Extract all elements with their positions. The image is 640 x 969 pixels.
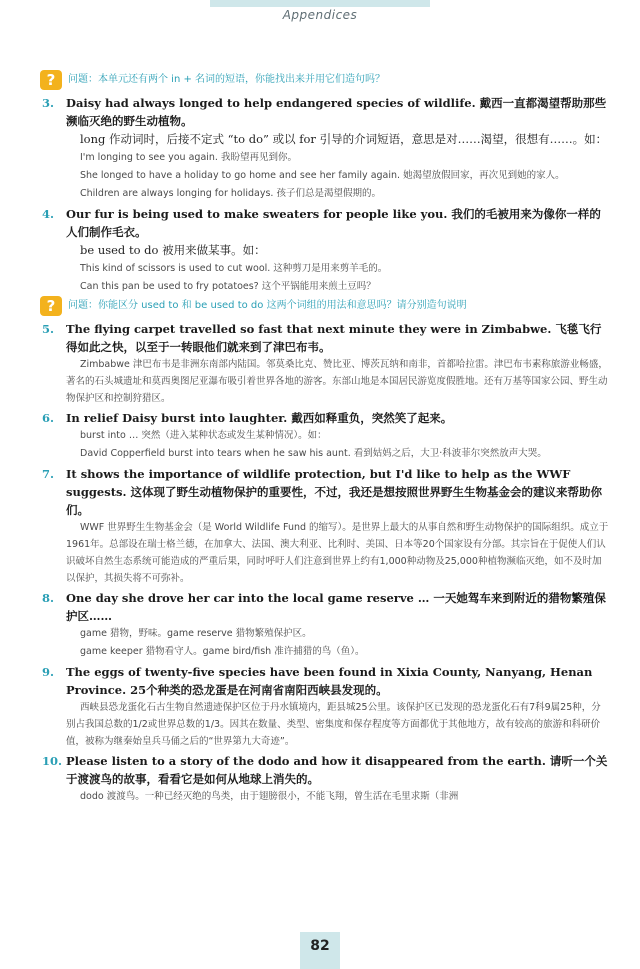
item-title: The flying carpet travelled so fast that next minute they were in Zimbabwe. 飞毯飞行得如此之快，以至于一转眼他们就来到了津巴布韦。 <box>66 322 602 354</box>
page-header: Appendices <box>282 8 358 22</box>
item-body: long 作动词时，后接不定式 “to do” 或以 for 引导的介词短语，意思是对……渴望，很想有……。如： <box>80 132 608 146</box>
item-title: It shows the importance of wildlife protection, but I'd like to help as the WWF suggests. 这体现了野生动植物保护的重要性，不过，我还是想按照世界野生生物基金会的建议来帮助你们。 <box>66 467 602 517</box>
page-number: 82 <box>310 938 330 954</box>
question-text: 问题：本单元还有两个 in + 名词的短语，你能找出来并用它们造句吗？ <box>68 74 386 85</box>
example-sentence: She longed to have a holiday to go home and see her family again. 她渴望放假回家，再次见到她的家人。 <box>80 170 565 181</box>
item-title: In relief Daisy burst into laughter. 戴西如释重负，突然笑了起来。 <box>66 411 453 425</box>
item-note: Zimbabwe 津巴布韦是非洲东南部内陆国。邻莫桑比克、赞比亚、博茨瓦纳和南非，首都哈拉雷。津巴布韦素称旅游业畅盛，著名的石头城遗址和莫西奥图尼亚瀑布吸引着世界各地的游客。东部山地是本国居民游览度假胜地。还有万基等国家公园、野生动物保护区和控制狩猎区。 <box>66 359 608 404</box>
example-sentence: burst into … 突然（进入某种状态或发生某种情况）。如： <box>80 430 327 441</box>
list-item-3 <box>40 94 610 203</box>
page-content <box>40 72 610 807</box>
item-number: 3. <box>42 96 55 110</box>
example-sentence: game 猎物，野味。game reserve 猎物繁殖保护区。 <box>80 628 312 639</box>
question-prompt-1 <box>40 72 610 88</box>
item-number: 8. <box>42 591 55 605</box>
example-sentence: This kind of scissors is used to cut wool. 这种剪刀是用来剪羊毛的。 <box>80 263 388 274</box>
item-number: 7. <box>42 467 55 481</box>
question-prompt-2 <box>40 298 610 314</box>
item-number: 6. <box>42 411 55 425</box>
item-title: Please listen to a story of the dodo and how it disappeared from the earth. 请听一个关于渡渡鸟的故事，看看它是如何从地球上消失的。 <box>66 754 608 786</box>
item-note: dodo 渡渡鸟。一种已经灭绝的鸟类，由于翅膀很小，不能飞翔，曾生活在毛里求斯（非洲 <box>80 791 459 802</box>
item-title: One day she drove her car into the local game reserve … 一天她驾车来到附近的猎物繁殖保护区…… <box>66 591 606 623</box>
item-number: 5. <box>42 322 55 336</box>
list-item-8 <box>40 589 610 661</box>
top-color-band <box>210 0 430 7</box>
item-number: 4. <box>42 207 55 221</box>
item-number: 10. <box>42 754 63 768</box>
item-note: 西峡县恐龙蛋化石古生物自然遗迹保护区位于丹水镇境内，距县城25公里。该保护区已发现的恐龙蛋化石有7科9属25种，分别占我国总数的1/2或世界总数的1/3。因其在数量、类型、密集度和保存程度等方面都优于其他地方，故有较高的旅游和科研价值，被称为继秦始皇兵马俑之后的“世界第九大奇迹”。 <box>66 702 601 747</box>
item-title: The eggs of twenty-five species have been found in Xixia County, Nanyang, Henan Province. 25个种类的恐龙蛋是在河南省南阳西峡县发现的。 <box>66 665 593 697</box>
list-item-5 <box>40 320 610 407</box>
list-item-6 <box>40 409 610 463</box>
example-sentence: I'm longing to see you again. 我盼望再见到你。 <box>80 152 297 163</box>
item-note: WWF 世界野生生物基金会（是 World Wildlife Fund 的缩写）。是世界上最大的从事自然和野生动物保护的国际组织。成立于1961年。总部设在瑞士格兰德，在加拿大、法国、澳大利亚、比利时、美国、日本等20个国家设有分部。其宗旨在于促使人们认识破坏自然生态系统可能造成的严重后果，同时呼吁人们注意到世界上约有1,000种动物及25,000种植物濒临灭绝，如不及时加以保护，其损失将不可弥补。 <box>66 522 609 584</box>
item-title: Our fur is being used to make sweaters for people like you. 我们的毛被用来为像你一样的人们制作毛衣。 <box>66 207 601 239</box>
item-title: Daisy had always longed to help endangered species of wildlife. 戴西一直都渴望帮助那些濒临灭绝的野生动植物。 <box>66 96 607 128</box>
question-text: 问题：你能区分 used to 和 be used to do 这两个词组的用法和意思吗？请分别造句说明 <box>68 300 467 311</box>
question-mark-icon: ? <box>40 296 62 316</box>
list-item-4 <box>40 205 610 296</box>
item-number: 9. <box>42 665 55 679</box>
example-sentence: David Copperfield burst into tears when he saw his aunt. 看到姑妈之后，大卫·科波菲尔突然放声大哭。 <box>80 448 547 459</box>
list-item-9 <box>40 663 610 750</box>
item-body: be used to do 被用来做某事。如： <box>80 243 266 257</box>
list-item-10 <box>40 752 610 805</box>
question-mark-icon: ? <box>40 70 62 90</box>
example-sentence: Children are always longing for holidays. 孩子们总是渴望假期的。 <box>80 188 381 199</box>
page-number-tab <box>300 932 340 969</box>
list-item-7 <box>40 465 610 587</box>
example-sentence: Can this pan be used to fry potatoes? 这个平锅能用来煎土豆吗？ <box>80 281 376 292</box>
example-sentence: game keeper 猎物看守人。game bird/fish 准许捕猎的鸟（鱼）。 <box>80 646 365 657</box>
